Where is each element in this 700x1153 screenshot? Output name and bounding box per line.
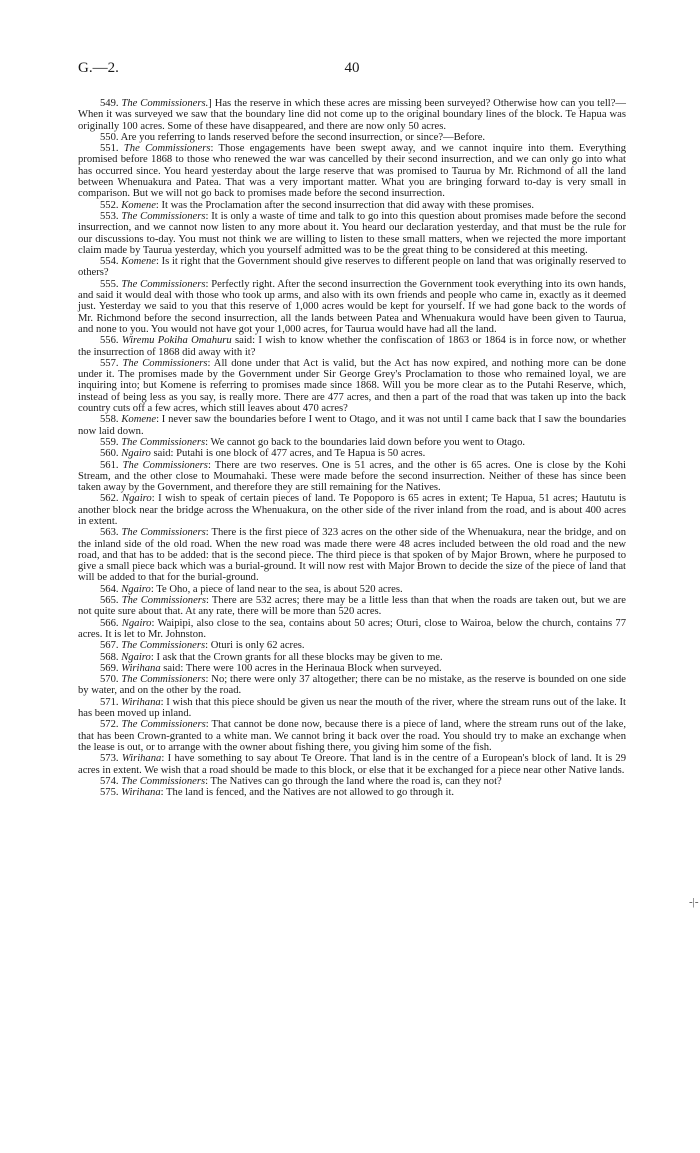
paragraph-number: 564. bbox=[100, 583, 119, 595]
paragraph-text: I wish to speak of certain pieces of land. Te Popoporo is 65 acres in extent; Te Hapua, 51 acres; Haututu is another block near the bridge across the Whenuakura, on the other side of the river inland from the road, and is about 400 acres in extent. bbox=[78, 493, 626, 527]
paragraph-number: 557. bbox=[100, 357, 119, 369]
speaker-verb: : bbox=[210, 143, 214, 155]
paragraph bbox=[78, 256, 626, 279]
paragraph-text: All done under that Act is valid, but the Act has now expired, and nothing more can be done under it. The promises made by the Government under Sir George Grey's Proclamation to those who remained loyal, we are inquiring into; but Komene is referring to promises made since 1868. Will you be more clear as to the Putahi Reserve, which, instead of being less as you say, is really more. There are 477 acres, and then a part of the road that was taken up into the back country cuts off a few acres, which still leaves about 470 acres? bbox=[78, 357, 626, 415]
paragraph-text: Has the reserve in which these acres are missing been surveyed? Otherwise how can you tell?—When it was surveyed we saw that the boundary line did not come up to the original boundary lines of the block. Te Hapua was originally 100 acres. Some of these have disappeared, and there are now only 50 acres. bbox=[78, 98, 627, 132]
paragraph-number: 569. bbox=[100, 662, 119, 674]
paragraph-text: The Natives can go through the land where the road is, can they not? bbox=[208, 775, 502, 787]
speaker-name: Ngairo bbox=[122, 493, 152, 505]
paragraph-text: I wish to know whether the confiscation of 1863 or 1864 is in force now, or whether the insurrection of 1868 did away with it? bbox=[78, 335, 626, 358]
body-text bbox=[78, 98, 626, 798]
speaker-verb: : bbox=[205, 719, 209, 731]
margin-mark: -|- bbox=[689, 896, 699, 908]
paragraph-number: 562. bbox=[100, 493, 119, 505]
speaker-name: Wirihana bbox=[121, 696, 161, 708]
paragraph bbox=[78, 460, 626, 494]
paragraph bbox=[78, 640, 626, 651]
speaker-verb: : bbox=[151, 617, 155, 629]
paragraph-text: Waipipi, also close to the sea, contains about 50 acres; Oturi, close to Wairoa, below the church, contains 77 acres. It is let to Mr. Johnston. bbox=[78, 617, 626, 640]
speaker-name: Komene bbox=[121, 199, 156, 211]
speaker-name: Wiremu Pokiha Omahuru bbox=[121, 335, 232, 347]
paragraph-number: 568. bbox=[100, 651, 119, 663]
speaker-name: Komene bbox=[121, 414, 157, 426]
paragraph bbox=[78, 753, 626, 776]
paragraph-number: 553. bbox=[100, 210, 119, 222]
speaker-name: The Commissioners bbox=[121, 775, 206, 787]
paragraph-text: Oturi is only 62 acres. bbox=[208, 640, 305, 652]
paragraph bbox=[78, 493, 626, 527]
speaker-verb: : bbox=[151, 493, 155, 505]
paragraph-number: 575. bbox=[100, 787, 119, 799]
paragraph-text: It was the Proclamation after the second insurrection that did away with these promises. bbox=[158, 199, 534, 211]
paragraph-text: I wish that this piece should be given us near the mouth of the river, where the stream runs out of the lake. It has been moved up inland. bbox=[78, 696, 626, 720]
paragraph bbox=[78, 652, 626, 663]
paragraph bbox=[78, 437, 626, 448]
speaker-name: The Commissioners bbox=[121, 640, 206, 652]
running-head bbox=[78, 60, 626, 82]
page-number: 40 bbox=[344, 60, 360, 76]
speaker-name: The Commissioners bbox=[121, 210, 206, 222]
paragraph-number: 574. bbox=[100, 775, 119, 787]
speaker-verb: : bbox=[205, 527, 209, 539]
speaker-verb: : bbox=[155, 256, 159, 268]
speaker-name: Wirihana bbox=[121, 662, 161, 674]
speaker-verb: said: bbox=[150, 448, 174, 460]
paragraph-number: 550. bbox=[100, 131, 119, 143]
speaker-name: The Commissioners bbox=[121, 719, 206, 731]
paragraph-number: 556. bbox=[100, 335, 119, 347]
paragraph bbox=[78, 618, 626, 641]
paragraph bbox=[78, 776, 626, 787]
paragraph-text: Those engagements have been swept away, and we cannot inquire into them. Everything promised before 1868 to those who renewed the war was cancelled by their second insurrection, and we can only go into what has occurred since. You heard yesterday about the large reserve that was promised to Taurua by Mr. Richmond of all the land between Whenuakura and Patea. That was a very important matter. What you are bringing forward to-day is very small in comparison. But we will not go back to promises made before the second insurrection. bbox=[78, 143, 626, 200]
speaker-verb: : bbox=[205, 436, 209, 448]
paragraph-text: The land is fenced, and the Natives are not allowed to go through it. bbox=[163, 787, 455, 799]
speaker-verb: : bbox=[205, 278, 209, 290]
paragraph bbox=[78, 584, 626, 595]
paragraph bbox=[78, 358, 626, 414]
paragraph-number: 555. bbox=[100, 278, 119, 290]
paragraph bbox=[78, 335, 626, 358]
paragraph-number: 561. bbox=[100, 459, 119, 471]
speaker-verb: : bbox=[207, 459, 211, 471]
speaker-verb: : bbox=[205, 640, 209, 652]
paragraph bbox=[78, 697, 626, 720]
speaker-name: The Commissioners bbox=[122, 357, 208, 369]
paragraph bbox=[78, 200, 626, 211]
paragraph-text: Putahi is one block of 477 acres, and Te Hapua is 50 acres. bbox=[173, 448, 426, 460]
paragraph bbox=[78, 719, 626, 753]
paragraph-number: 552. bbox=[100, 199, 119, 211]
paragraph-text: Are you referring to lands reserved before the second insurrection, or since?—Before. bbox=[120, 131, 486, 143]
paragraph-text: There are two reserves. One is 51 acres, and the other is 65 acres. One is close by the Kohi Stream, and the other close to Moumahaki. These were made before the second insurrection. Neither of these has since been taken away by the Government, and therefore they are still remaining for the Natives. bbox=[78, 459, 626, 494]
speaker-name: The Commissioners bbox=[122, 459, 208, 471]
speaker-name: Ngairo bbox=[121, 583, 151, 595]
paragraph bbox=[78, 663, 626, 674]
speaker-name: Ngairo bbox=[121, 448, 151, 460]
speaker-verb: : bbox=[150, 651, 154, 663]
speaker-name: The Commissioners bbox=[121, 674, 206, 686]
paragraph-number: 559. bbox=[100, 436, 119, 448]
paragraph bbox=[78, 787, 626, 798]
paragraph-text: Is it right that the Government should give reserves to different people on land that was originally reserved to others? bbox=[78, 256, 626, 279]
paragraph-number: 573. bbox=[100, 753, 119, 765]
paragraph-text: Te Oho, a piece of land near to the sea, is about 520 acres. bbox=[153, 583, 403, 595]
paragraph-number: 558. bbox=[100, 414, 119, 426]
paragraph-number: 566. bbox=[100, 617, 119, 629]
paragraph-text: I have something to say about Te Oreore. That land is in the centre of a European's block of land. It is 29 acres in extent. We wish that a road should be made to this block, or else that it be exchanged for a piece near other Native lands. bbox=[78, 753, 626, 776]
speaker-verb: said: bbox=[231, 335, 256, 347]
speaker-name: Komene bbox=[121, 256, 156, 268]
speaker-verb: : bbox=[205, 210, 209, 222]
speaker-name: The Commissioners bbox=[123, 143, 211, 155]
speaker-verb: : bbox=[205, 775, 209, 787]
paragraph bbox=[78, 595, 626, 618]
speaker-name: The Commissioners bbox=[121, 278, 206, 290]
paragraph bbox=[78, 674, 626, 697]
paragraph-text: There were 100 acres in the Herinaua Block when surveyed. bbox=[183, 662, 442, 674]
document-id: G.—2. bbox=[78, 60, 119, 76]
speaker-verb: : bbox=[206, 595, 209, 607]
paragraph bbox=[78, 211, 626, 256]
paragraph-text: That cannot be done now, because there is a piece of land, where the stream runs out of the lake, that has been Crown-granted to a white man. We cannot bring it back over the road. You should try to make an exchange when the lease is out, or to arrange with the owner about fishing there, you giving him some of the fish. bbox=[78, 719, 626, 753]
paragraph bbox=[78, 527, 626, 583]
paragraph-text: There are 532 acres; there may be a little less than that when the roads are taken out, but we are not quite sure about that. At any rate, there will be more than 520 acres. bbox=[78, 595, 626, 618]
paragraph-number: 571. bbox=[100, 696, 119, 708]
paragraph-number: 567. bbox=[100, 640, 119, 652]
paragraph-number: 570. bbox=[100, 674, 119, 686]
speaker-verb: said: bbox=[160, 662, 184, 674]
speaker-name: The Commissioners bbox=[121, 527, 206, 539]
speaker-name: The Commissioners bbox=[121, 436, 206, 448]
speaker-name: The Commissioners bbox=[121, 595, 207, 607]
speaker-verb: : bbox=[156, 414, 160, 426]
paragraph bbox=[78, 414, 626, 437]
paragraph-number: 565. bbox=[100, 595, 119, 607]
paragraph bbox=[78, 143, 626, 199]
paragraph-number: 572. bbox=[100, 719, 119, 731]
paragraph-text: I never saw the boundaries before I went to Otago, and it was not until I came back that I saw the boundaries now laid down. bbox=[78, 414, 626, 437]
speaker-name: Ngairo bbox=[121, 617, 152, 629]
speaker-verb: : bbox=[207, 357, 211, 369]
speaker-verb: : bbox=[205, 674, 209, 686]
paragraph-text: We cannot go back to the boundaries laid down before you went to Otago. bbox=[208, 436, 526, 448]
speaker-name: Wirihana bbox=[121, 753, 162, 765]
paragraph bbox=[78, 279, 626, 335]
paragraph bbox=[78, 132, 626, 143]
speaker-verb: ] bbox=[208, 98, 212, 109]
speaker-name: Ngairo bbox=[121, 651, 151, 663]
speaker-verb: : bbox=[150, 583, 154, 595]
paragraph-text: Perfectly right. After the second insurrection the Government took everything into its own hands, and said it would deal with those who took up arms, and also with its own friends and people who came in, exactly as it deemed just. Yesterday we said to you that this reserve of 1,000 acres would be kept for yourself. If we had gone back to the words of Mr. Richmond before the second insurrection, all the lands between Patea and Whenuakura would have been given to Taurua, and none to you. You would not have got your 1,000 acres, for Taurua would have had all the land. bbox=[78, 278, 626, 335]
paragraph-text: There is the first piece of 323 acres on the other side of the Whenuakura, near the bridge, and on the inland side of the old road. When the new road was made there were 48 acres included between the old road and the new road, and that has to be added: that is the second piece. The third piece is that spoken of by Major Brown, where he purposed to give a small piece back which was a burial-ground. It will now rest with Major Brown to decide the size of the piece of land that will be added to that for the burial-ground. bbox=[78, 527, 626, 584]
paragraph-text: No; there were only 37 altogether; there can be no mistake, as the reserve is bounded on one side by water, and on the other by the road. bbox=[78, 674, 626, 697]
paragraph-text: I ask that the Crown grants for all these blocks may be given to me. bbox=[153, 651, 443, 663]
speaker-verb: : bbox=[155, 199, 159, 211]
paragraph-text: It is only a waste of time and talk to go into this question about promises made before the second insurrection, and we cannot now listen to any more about it. You heard our declaration yesterday, and that must be the rule for our discussions to-day. You must not think we are willing to listen to these small matters, when we rejected the more important claim made by Taurua yesterday, which you yourself admitted was to be the great thing to be considered at this meeting. bbox=[78, 210, 626, 256]
paragraph-number: 560. bbox=[100, 448, 119, 460]
speaker-verb: : bbox=[160, 787, 164, 799]
paragraph-number: 551. bbox=[100, 143, 119, 155]
paragraph-number: 554. bbox=[100, 256, 119, 268]
speaker-verb: : bbox=[161, 753, 165, 765]
paragraph-number: 549. bbox=[100, 98, 119, 109]
paragraph-number: 563. bbox=[100, 527, 119, 539]
paragraph bbox=[78, 448, 626, 459]
speaker-name: Wirihana bbox=[121, 787, 161, 799]
paragraph bbox=[78, 98, 626, 132]
speaker-verb: : bbox=[160, 696, 164, 708]
speaker-name: The Commissioners. bbox=[121, 98, 209, 109]
